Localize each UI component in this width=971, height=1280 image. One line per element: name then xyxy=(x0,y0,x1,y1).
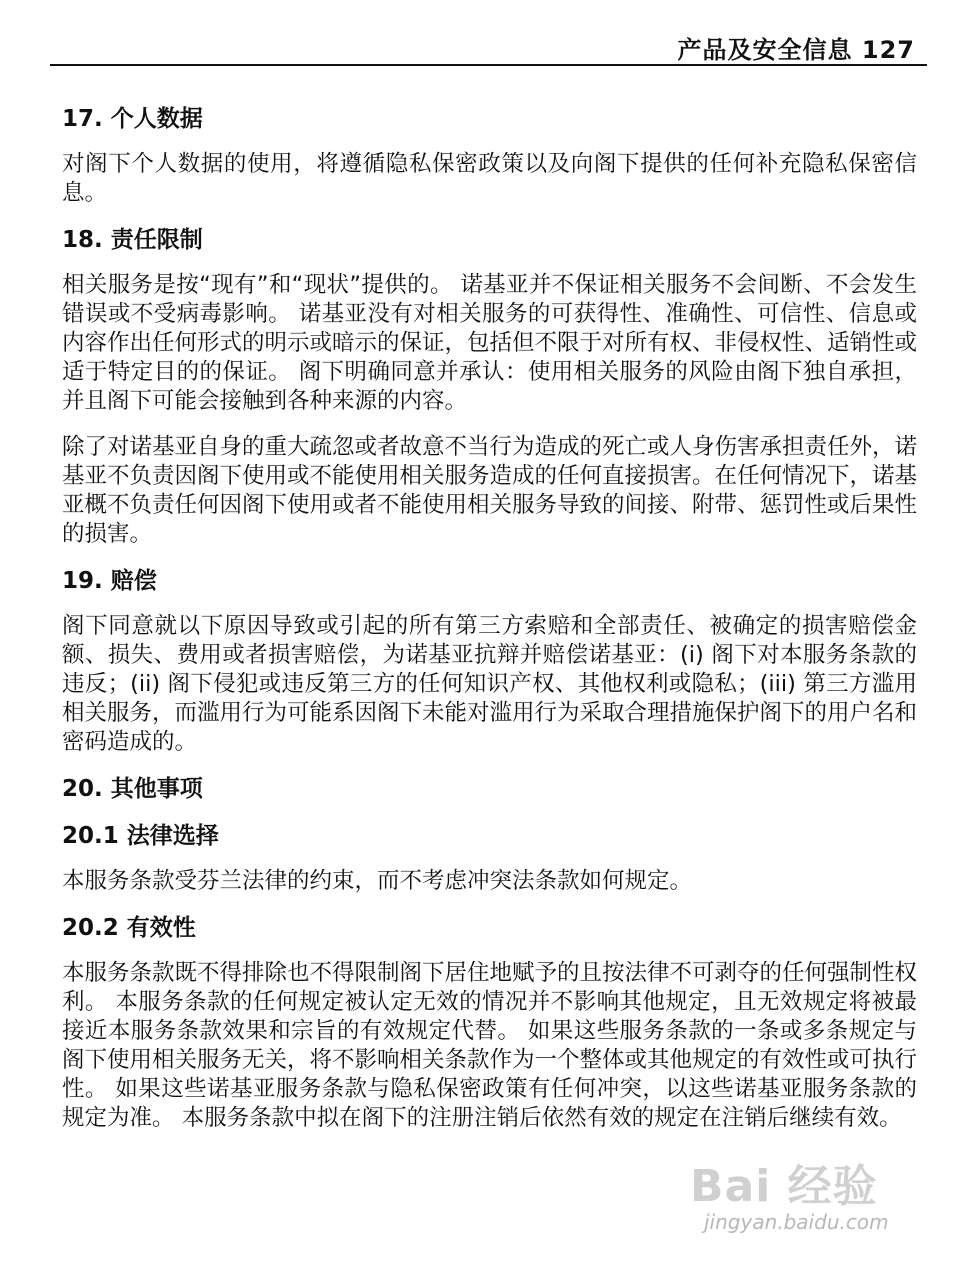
header-title: 产品及安全信息 127 xyxy=(677,36,915,64)
section-18-heading: 18. 责任限制 xyxy=(62,227,203,253)
section-20-2-heading: 20.2 有效性 xyxy=(62,915,196,941)
section-20-1-paragraph: 本服务条款受芬兰法律的约束，而不考虑冲突法条款如何规定。 xyxy=(62,868,693,894)
watermark-logo: Bai 经验 xyxy=(690,1161,878,1212)
baidu-jingyan-watermark xyxy=(690,1150,920,1270)
section-18-paragraph-2: 除了对诺基亚自身的重大疏忽或者故意不当行为造成的死亡或人身伤害承担责任外，诺基亚不负责因阁下使用或不能使用相关服务造成的任何直接损害。在任何情况下，诺基亚概不负责任何因阁下使用或者不能使用相关服务导致的间接、附带、惩罚性或后果性的损害。 xyxy=(62,434,918,547)
section-20-1-heading: 20.1 法律选择 xyxy=(62,823,219,849)
section-20-heading: 20. 其他事项 xyxy=(62,776,203,802)
watermark-url: jingyan.baidu.com xyxy=(704,1210,889,1234)
section-17-heading: 17. 个人数据 xyxy=(62,106,203,132)
section-19-heading: 19. 赔偿 xyxy=(62,568,157,594)
document-body xyxy=(62,104,917,1133)
section-18-paragraph-1: 相关服务是按“现有”和“现状”提供的。 诺基亚并不保证相关服务不会间断、不会发生错误或不受病毒影响。 诺基亚没有对相关服务的可获得性、准确性、可信性、信息或内容作出任何形式的明示或暗示的保证，包括但不限于对所有权、非侵权性、适销性或适于特定目的的保证。 阁下明确同意并承认：使用相关服务的风险由阁下独自承担，并且阁下可能会接触到各种来源的内容。 xyxy=(62,272,918,414)
section-20-2-paragraph: 本服务条款既不得排除也不得限制阁下居住地赋予的且按法律不可剥夺的任何强制性权利。 本服务条款的任何规定被认定无效的情况并不影响其他规定，且无效规定将被最接近本服务条款效果和宗旨的有效规定代替。 如果这些服务条款的一条或多条规定与阁下使用相关服务无关，将不影响相关条款作为一个整体或其他规定的有效性或可执行性。 如果这些诺基亚服务条款与隐私保密政策有任何冲突，以这些诺基亚服务条款的规定为准。 本服务条款中拟在阁下的注册注销后依然有效的规定在注销后继续有效。 xyxy=(62,960,918,1131)
page-header xyxy=(50,36,927,66)
section-17-paragraph: 对阁下个人数据的使用，将遵循隐私保密政策以及向阁下提供的任何补充隐私保密信息。 xyxy=(62,151,917,206)
section-19-paragraph: 阁下同意就以下原因导致或引起的所有第三方索赔和全部责任、被确定的损害赔偿金额、损失、费用或者损害赔偿，为诺基亚抗辩并赔偿诺基亚：(i) 阁下对本服务条款的违反；(ii) 阁下侵犯或违反第三方的任何知识产权、其他权利或隐私；(iii) 第三方滥用相关服务，而滥用行为可能系因阁下未能对滥用行为采取合理措施保护阁下的用户名和密码造成的。 xyxy=(62,613,918,755)
